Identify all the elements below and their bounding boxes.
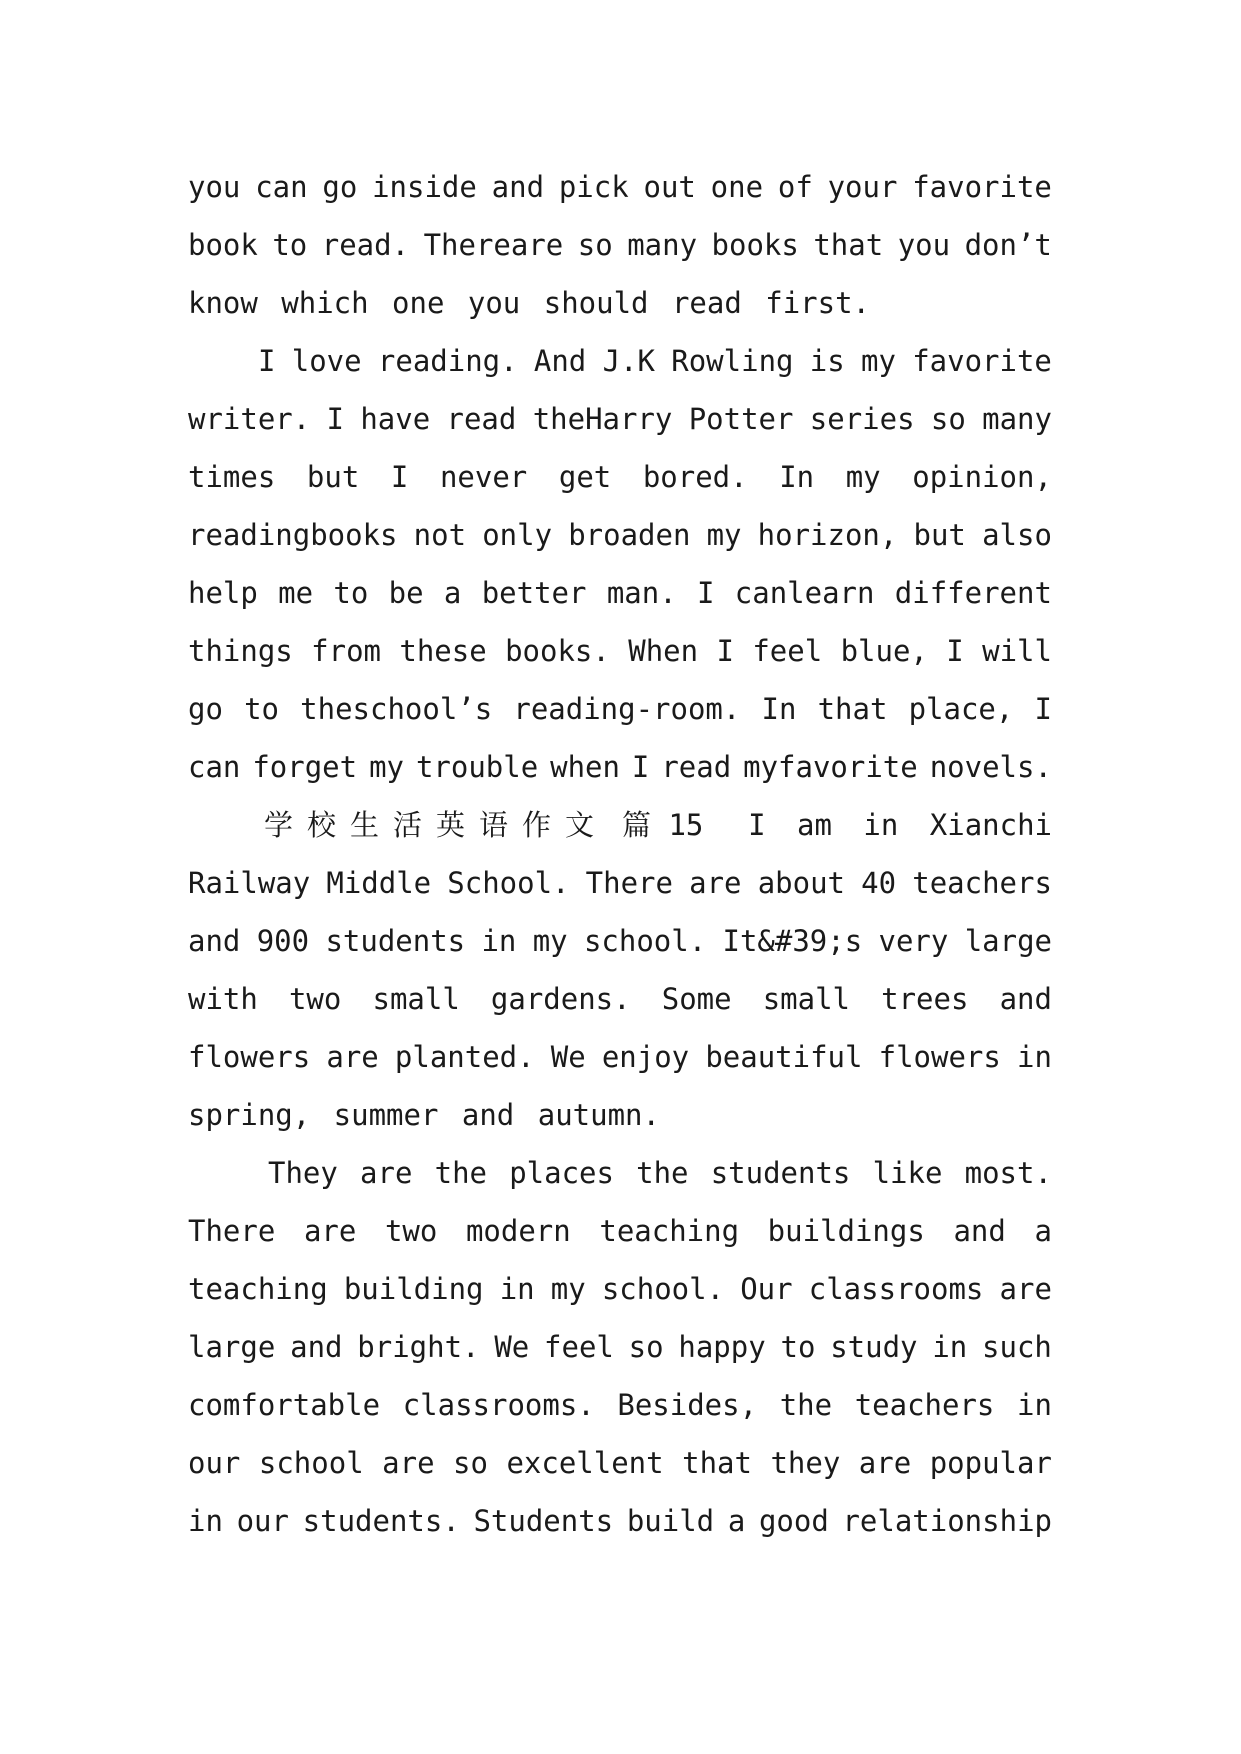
text-line bbox=[188, 274, 1052, 332]
body-text bbox=[188, 158, 1052, 1550]
word: 40 bbox=[861, 866, 897, 900]
word: novels. bbox=[929, 750, 1052, 784]
word: are bbox=[303, 1214, 357, 1248]
text-line bbox=[188, 1492, 1052, 1550]
word: in bbox=[481, 924, 517, 958]
word: to bbox=[272, 228, 308, 262]
word: you bbox=[188, 170, 241, 204]
word: and bbox=[290, 1330, 343, 1364]
line-text: spring, summer and autumn. bbox=[188, 1098, 660, 1132]
text-line bbox=[188, 1260, 1052, 1318]
word: books. bbox=[505, 634, 610, 668]
word: reading. bbox=[377, 344, 518, 378]
line-text: know which one you should read first. bbox=[188, 286, 871, 320]
word: read bbox=[661, 750, 732, 784]
word: trees bbox=[881, 982, 969, 1016]
word: read bbox=[446, 402, 517, 436]
word: my bbox=[532, 924, 568, 958]
word: they bbox=[770, 1446, 841, 1480]
word: the bbox=[434, 1156, 487, 1190]
word: things bbox=[188, 634, 293, 668]
word: in bbox=[499, 1272, 535, 1306]
section-number: 篇 15 bbox=[622, 808, 704, 842]
word: writer. bbox=[188, 402, 311, 436]
word: get bbox=[558, 460, 612, 494]
word: happy bbox=[678, 1330, 766, 1364]
word: when bbox=[550, 750, 620, 784]
word: In bbox=[761, 692, 797, 726]
word: better bbox=[481, 576, 587, 610]
word: It&#39;s bbox=[722, 924, 863, 958]
word: school. bbox=[601, 1272, 725, 1306]
word: There bbox=[585, 866, 673, 900]
word: don’t bbox=[964, 228, 1052, 262]
word: broaden bbox=[568, 518, 691, 552]
word: reading-room. bbox=[513, 692, 741, 726]
word: read. bbox=[321, 228, 410, 262]
text-line bbox=[188, 738, 1052, 796]
word: so bbox=[930, 402, 966, 436]
word: canlearn bbox=[734, 576, 875, 610]
word: students. bbox=[302, 1504, 460, 1538]
word: in bbox=[1016, 1040, 1052, 1074]
word: Railway bbox=[188, 866, 311, 900]
word: Rowling bbox=[671, 344, 794, 378]
word: inside bbox=[372, 170, 477, 204]
word: so bbox=[628, 1330, 664, 1364]
word: to bbox=[244, 692, 279, 726]
word: so bbox=[577, 228, 613, 262]
word: but bbox=[913, 518, 966, 552]
word: study bbox=[830, 1330, 918, 1364]
word: excellent bbox=[506, 1446, 664, 1480]
word: gardens. bbox=[490, 982, 631, 1016]
word: I bbox=[946, 634, 964, 668]
word: such bbox=[982, 1330, 1052, 1364]
word: School. bbox=[447, 866, 570, 900]
word: Thereare bbox=[423, 228, 564, 262]
word: a bbox=[1034, 1214, 1052, 1248]
word: many bbox=[982, 402, 1052, 436]
word: our bbox=[236, 1504, 289, 1538]
word: Students bbox=[473, 1504, 614, 1538]
text-line bbox=[188, 1434, 1052, 1492]
text-line bbox=[188, 216, 1052, 274]
word: When bbox=[628, 634, 699, 668]
text-line bbox=[188, 1318, 1052, 1376]
word: horizon, bbox=[757, 518, 898, 552]
word: books bbox=[711, 228, 799, 262]
word: like bbox=[872, 1156, 943, 1190]
word: trouble bbox=[415, 750, 539, 784]
word: small bbox=[762, 982, 851, 1016]
word: the bbox=[636, 1156, 689, 1190]
word: have bbox=[360, 402, 431, 436]
word: pick bbox=[558, 170, 629, 204]
word: in bbox=[188, 1504, 223, 1538]
word: so bbox=[453, 1446, 488, 1480]
word: relationship bbox=[842, 1504, 1052, 1538]
text-line bbox=[188, 622, 1052, 680]
word: bright. bbox=[357, 1330, 480, 1364]
word: theHarry bbox=[532, 402, 673, 436]
word: my bbox=[550, 1272, 586, 1306]
word: large bbox=[964, 924, 1052, 958]
word: forget bbox=[252, 750, 358, 784]
word: series bbox=[809, 402, 915, 436]
word: planted. bbox=[394, 1040, 535, 1074]
word: good bbox=[758, 1504, 829, 1538]
word: two bbox=[384, 1214, 438, 1248]
word: are bbox=[999, 1272, 1052, 1306]
word: be bbox=[388, 576, 424, 610]
word: place, bbox=[908, 692, 1014, 726]
word: your bbox=[827, 170, 898, 204]
word: from bbox=[311, 634, 381, 668]
word: most. bbox=[964, 1156, 1052, 1190]
word: flowers bbox=[188, 1040, 311, 1074]
word: classrooms bbox=[808, 1272, 984, 1306]
word: build bbox=[626, 1504, 715, 1538]
word: my bbox=[861, 344, 896, 378]
word: There bbox=[188, 1214, 276, 1248]
word: man. bbox=[606, 576, 677, 610]
word: with bbox=[188, 982, 258, 1016]
text-line bbox=[188, 332, 1052, 390]
word: are bbox=[858, 1446, 912, 1480]
word: flowers bbox=[878, 1040, 1001, 1074]
word: my bbox=[845, 460, 881, 494]
word: that bbox=[813, 228, 884, 262]
word: and bbox=[999, 982, 1052, 1016]
word: teachers bbox=[912, 866, 1052, 900]
word: and bbox=[953, 1214, 1006, 1248]
word: feel bbox=[544, 1330, 614, 1364]
word: also bbox=[982, 518, 1052, 552]
word: J.K bbox=[602, 344, 655, 378]
word: a bbox=[443, 576, 462, 610]
text-line bbox=[188, 854, 1052, 912]
word: that bbox=[817, 692, 888, 726]
word: We bbox=[550, 1040, 586, 1074]
text-line bbox=[188, 1086, 1052, 1144]
word: one bbox=[710, 170, 764, 204]
word: about bbox=[757, 866, 845, 900]
word: 900 bbox=[256, 924, 310, 958]
word: book bbox=[188, 228, 258, 262]
word: In bbox=[779, 460, 815, 494]
word: and bbox=[491, 170, 545, 204]
word: these bbox=[399, 634, 487, 668]
word: in bbox=[932, 1330, 968, 1364]
word: can bbox=[188, 750, 241, 784]
word: favorite bbox=[912, 170, 1052, 204]
word: many bbox=[627, 228, 698, 262]
word: I bbox=[696, 576, 715, 610]
word: I bbox=[258, 344, 276, 378]
word: our bbox=[188, 1446, 241, 1480]
word: teaching bbox=[599, 1214, 740, 1248]
word: go bbox=[188, 692, 223, 726]
text-line bbox=[188, 680, 1052, 738]
word: are bbox=[326, 1040, 379, 1074]
text-line bbox=[188, 158, 1052, 216]
word: opinion, bbox=[912, 460, 1052, 494]
word: building bbox=[343, 1272, 484, 1306]
word: can bbox=[255, 170, 308, 204]
word: large bbox=[188, 1330, 276, 1364]
word: I bbox=[390, 460, 409, 494]
word: small bbox=[372, 982, 460, 1016]
word: We bbox=[494, 1330, 530, 1364]
text-line bbox=[188, 1028, 1052, 1086]
word: and bbox=[188, 924, 241, 958]
word: to bbox=[780, 1330, 816, 1364]
text-line bbox=[188, 448, 1052, 506]
word: very bbox=[878, 924, 949, 958]
word: myfavorite bbox=[743, 750, 918, 784]
word: favorite bbox=[912, 344, 1052, 378]
word: blue, bbox=[840, 634, 928, 668]
word: school. bbox=[583, 924, 707, 958]
word: will bbox=[982, 634, 1052, 668]
word: modern bbox=[465, 1214, 571, 1248]
word: I bbox=[1034, 692, 1052, 726]
text-line bbox=[188, 796, 1052, 854]
word: Middle bbox=[326, 866, 432, 900]
word: love bbox=[291, 344, 362, 378]
word: you bbox=[897, 228, 951, 262]
word: Besides, bbox=[617, 1388, 758, 1422]
word: buildings bbox=[767, 1214, 925, 1248]
word: different bbox=[894, 576, 1052, 610]
text-line bbox=[188, 564, 1052, 622]
word: school bbox=[258, 1446, 364, 1480]
word: I bbox=[716, 634, 734, 668]
word: my bbox=[706, 518, 742, 552]
word: my bbox=[369, 750, 404, 784]
word: a bbox=[727, 1504, 746, 1538]
word: students bbox=[710, 1156, 851, 1190]
word: only bbox=[482, 518, 553, 552]
word: in bbox=[1017, 1388, 1052, 1422]
word: is bbox=[809, 344, 845, 378]
word: teachers bbox=[854, 1388, 995, 1422]
word: feel bbox=[752, 634, 823, 668]
text-line bbox=[188, 1376, 1052, 1434]
line-text: I am in Xianchi bbox=[748, 808, 1052, 842]
text-line bbox=[188, 1202, 1052, 1260]
word: are bbox=[360, 1156, 413, 1190]
word: I bbox=[326, 402, 345, 436]
word: two bbox=[288, 982, 342, 1016]
word: students bbox=[325, 924, 466, 958]
word: places bbox=[509, 1156, 614, 1190]
word: of bbox=[777, 170, 813, 204]
word: never bbox=[439, 460, 528, 494]
word: Our bbox=[740, 1272, 793, 1306]
word: are bbox=[689, 866, 742, 900]
text-line bbox=[188, 506, 1052, 564]
word: teaching bbox=[188, 1272, 328, 1306]
word: comfortable bbox=[188, 1388, 381, 1422]
text-line bbox=[188, 1144, 1052, 1202]
word: the bbox=[779, 1388, 833, 1422]
word: Some bbox=[661, 982, 732, 1016]
text-line bbox=[188, 390, 1052, 448]
word: They bbox=[268, 1156, 338, 1190]
word: out bbox=[643, 170, 696, 204]
word: bored. bbox=[642, 460, 748, 494]
word: times bbox=[188, 460, 276, 494]
word: popular bbox=[929, 1446, 1052, 1480]
word: beautiful bbox=[705, 1040, 863, 1074]
word: theschool’s bbox=[300, 692, 493, 726]
text-line bbox=[188, 912, 1052, 970]
word: that bbox=[682, 1446, 752, 1480]
word: to bbox=[333, 576, 369, 610]
word: but bbox=[306, 460, 360, 494]
section-heading: 学校生活英语作文 bbox=[264, 808, 609, 842]
word: go bbox=[322, 170, 358, 204]
word: help bbox=[188, 576, 258, 610]
word: not bbox=[413, 518, 467, 552]
text-line bbox=[188, 970, 1052, 1028]
word: enjoy bbox=[601, 1040, 690, 1074]
word: And bbox=[533, 344, 587, 378]
word: classrooms. bbox=[402, 1388, 595, 1422]
word: are bbox=[382, 1446, 435, 1480]
word: me bbox=[278, 576, 314, 610]
word: readingbooks bbox=[188, 518, 398, 552]
word: I bbox=[631, 750, 650, 784]
word: Potter bbox=[688, 402, 794, 436]
